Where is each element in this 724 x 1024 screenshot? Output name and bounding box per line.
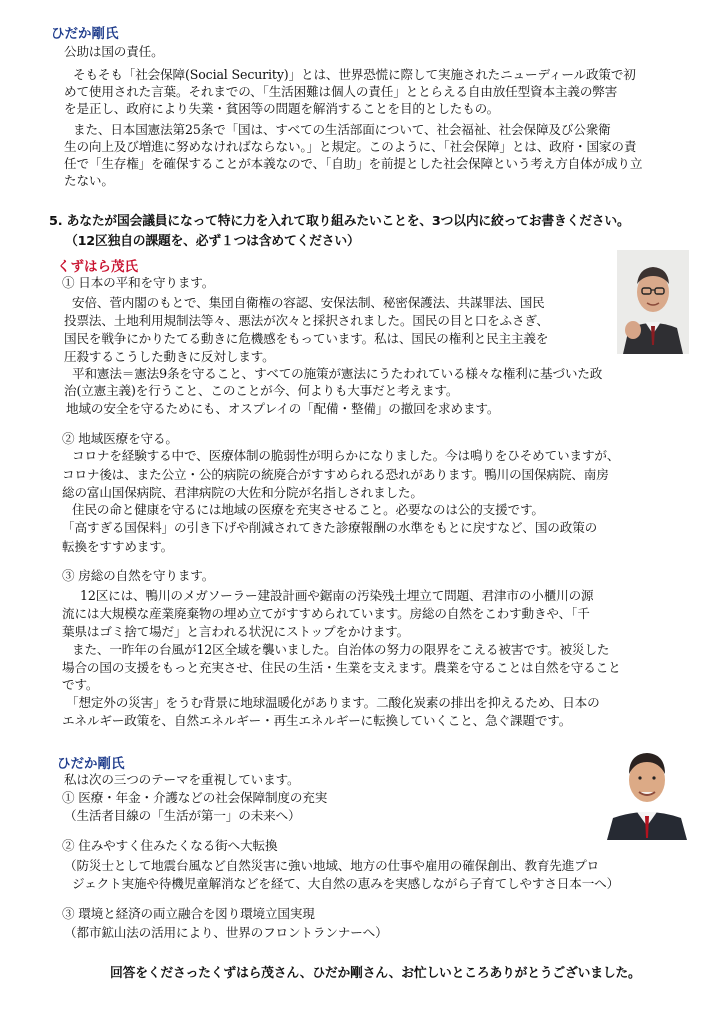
text-line: 圧殺するこうした動きに反対します。 — [64, 349, 275, 364]
text-line: ① 日本の平和を守ります。 — [62, 275, 215, 290]
text-line: コロナ後は、また公立・公的病院の統廃合がすすめられる恐れがあります。鴨川の国保病院、南房 — [62, 467, 609, 482]
text-line: 「想定外の災害」をうむ背景に地球温暖化があります。二酸化炭素の排出を抑えるため、日本の — [66, 695, 600, 710]
text-line: ジェクト実施や待機児童解消などを経て、大自然の恵みを実感しながら子育てしやすさ日本一へ） — [72, 876, 620, 891]
text-line: 流には大規模な産業廃棄物の埋め立てがすすめられています。房総の自然をこわす動きや、「千 — [62, 606, 590, 621]
text-line: （都市鉱山法の活用により、世界のフロントランナーへ） — [64, 925, 388, 940]
text-line: ③ 環境と経済の両立融合を図り環境立国実現 — [62, 906, 315, 921]
text-line: めて使用された言葉。それまでの、「生活困難は個人の責任」ととらえる自由放任型資本主義の弊害 — [64, 84, 618, 99]
text-line: また、一昨年の台風が12区全域を襲いました。自治体の努力の限界をこえる被害です。被災した — [72, 642, 610, 657]
text-line: また、日本国憲法第25条で「国は、すべての生活部面について、社会福祉、社会保障及び公衆衛 — [73, 122, 611, 137]
kuzuhara-photo — [617, 250, 689, 354]
text-line: 転換をすすめます。 — [62, 539, 174, 554]
hidaka-photo — [603, 738, 691, 840]
text-line: （防災士として地震台風など自然災害に強い地域、地方の仕事や雇用の確保創出、教育先進プロ — [64, 858, 600, 873]
text-line: 国民を戦争にかりたてる動きに危機感をもっています。私は、国民の権利と民主主義を — [64, 331, 549, 346]
text-line: 生の向上及び増進に努めなければならない。」と規定。このように、「社会保障」とは、政府・国家の責 — [64, 139, 637, 154]
text-line: そもそも「社会保障(Social Security)」とは、世界恐慌に際して実施されたニューディール政策で初 — [73, 67, 636, 82]
text-line: たない。 — [64, 173, 114, 188]
question-5-note: （12区独自の課題を、必ず１つは含めてください） — [65, 234, 360, 249]
text-line: 治(立憲主義)を行うこと、このことが今、何よりも大事だと考えます。 — [64, 383, 459, 398]
question-5-title: 5. あなたが国会議員になって特に力を入れて取り組みたいことを、3つ以内に絞ってお書きください。 — [49, 214, 630, 229]
text-line: 投票法、土地利用規制法等々、悪法が次々と採択されました。国民の目と口をふさぎ、 — [64, 313, 549, 328]
text-line: コロナを経験する中で、医療体制の脆弱性が明らかになりました。今は鳴りをひそめていますが、 — [72, 448, 620, 463]
text-line: 地域の安全を守るためにも、オスプレイの「配備・整備」の撤回を求めます。 — [66, 401, 500, 416]
text-line: を是正し、政府により失業・貧困等の問題を解消することを目的としたもの。 — [64, 101, 500, 116]
text-line: 総の富山国保病院、君津病院の大佐和分院が名指しされました。 — [62, 485, 423, 500]
text-line: 住民の命と健康を守るには地域の医療を充実させること。必要なのは公的支援です。 — [72, 502, 544, 517]
text-line: 12区には、鴨川のメガソーラー建設計画や鋸南の汚染残土埋立て問題、君津市の小櫃川の源 — [80, 588, 594, 603]
closing-thanks: 回答をくださったくずはら茂さん、ひだか剛さん、お忙しいところありがとうございました。 — [110, 966, 641, 981]
text-line: 安倍、菅内閣のもとで、集団自衛権の容認、安保法制、秘密保護法、共謀罪法、国民 — [72, 295, 545, 310]
candidate-name-kuzuhara: くずはら茂氏 — [57, 259, 138, 275]
text-line: 「高すぎる国保料」の引き下げや削減されてきた診療報酬の水準をもとに戻すなど、国の政策の — [62, 520, 598, 535]
text-line: ① 医療・年金・介護などの社会保障制度の充実 — [62, 790, 328, 805]
text-line: （生活者目線の「生活が第一」の未来へ） — [64, 808, 301, 823]
text-line: 場合の国の支援をもっと充実させ、住民の生活・生業を支えます。農業を守ることは自然を守ること — [62, 660, 621, 675]
text-line: ② 住みやすく住みたくなる街へ大転換 — [62, 838, 278, 853]
text-line: 私は次の三つのテーマを重視しています。 — [64, 772, 300, 787]
text-line: 平和憲法＝憲法9条を守ること、すべての施策が憲法にうたわれている様々な権利に基づいた政 — [72, 366, 603, 381]
text-line: ② 地域医療を守る。 — [62, 431, 178, 446]
text-line: 公助は国の責任。 — [64, 44, 164, 59]
text-line: 任で「生存権」を確保することが本義なので、「自助」を前提とした社会保障という考え方自体が成り立 — [64, 156, 643, 171]
text-line: エネルギー政策を、自然エネルギー・再生エネルギーに転換していくこと、急ぐ課題です。 — [62, 713, 572, 728]
candidate-name-hidaka: ひだか剛氏 — [51, 26, 119, 42]
text-line: ③ 房総の自然を守ります。 — [62, 568, 215, 583]
text-line: 葉県はゴミ捨て場だ」と言われる状況にストップをかけます。 — [62, 624, 410, 639]
candidate-name-hidaka: ひだか剛氏 — [57, 756, 125, 772]
text-line: です。 — [62, 677, 99, 692]
